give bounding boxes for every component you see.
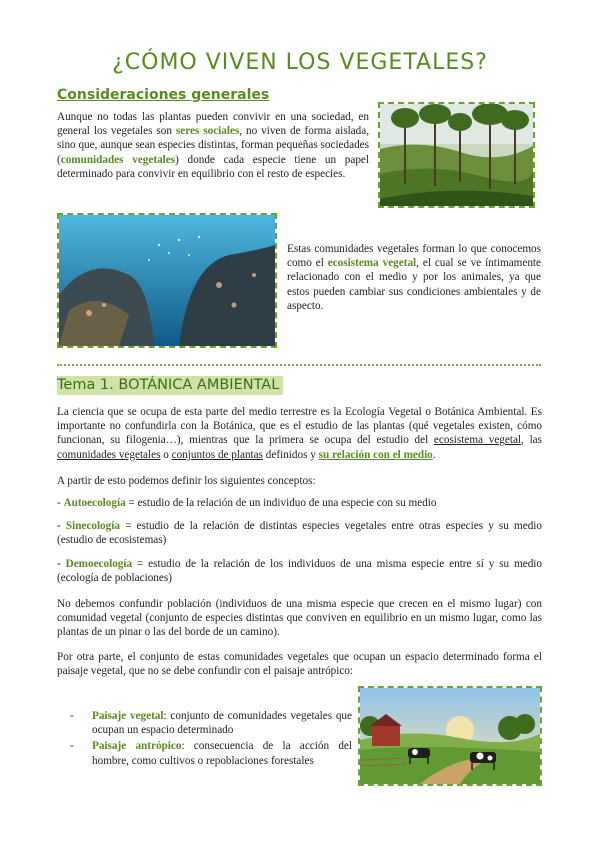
section-heading-consideraciones: Consideraciones generales <box>57 87 270 103</box>
concept-sinecologia <box>57 519 542 547</box>
text-run: ) donde cada especie tiene un papel determinado para convivir en equilibrio con el resto de especies. <box>57 153 369 180</box>
paragraph-intro <box>57 110 369 181</box>
page-title: ¿CÓMO VIVEN LOS VEGETALES? <box>112 50 488 75</box>
highlight-ecosistema-vegetal: ecosistema vegetal <box>327 257 417 270</box>
term-paisaje-vegetal: Paisaje vegetal <box>92 710 164 722</box>
term-paisaje-antropico: Paisaje antrópico <box>92 740 182 753</box>
paragraph-ecosistema <box>287 242 541 313</box>
term-sinecologia: Sinecología <box>65 520 120 532</box>
text-run: La ciencia que se ocupa de esta parte del medio terrestre es la Ecología Vegetal o Botánica Ambiental. Es importante no confundirla con la Botánica, que es el estudio de las plantas (qué vegetales existen, cómo funcionan, su filogenia…), mientras que la primera se ocupa del estudio del <box>57 406 542 447</box>
underline-conjuntos: conjuntos de plantas <box>171 448 263 461</box>
highlight-relacion-medio: su relación con el medio <box>318 448 433 461</box>
text-run: , no viven de forma aislada, sino que, aunque sean especies distintas, forman pequeñas sociedades ( <box>57 125 369 166</box>
highlight-comunidades-vegetales: comunidades vegetales <box>60 153 176 166</box>
paragraph-botanica <box>57 405 542 462</box>
text-run: Estas comunidades vegetales forman lo que conocemos como el <box>287 243 541 270</box>
list-item <box>70 739 352 767</box>
term-autoecologia: Autoecología <box>63 497 126 509</box>
dash: - <box>57 497 64 509</box>
paragraph-poblacion: No debemos confundir población (individuos de una misma especie que crecen en el mismo lugar) con comunidad vegetal (conjunto de especies distintas que conviven en equilibrio en un mismo lugar, como las plantas de un pinar o las del borde de un camino). <box>57 598 542 639</box>
dash: - <box>57 558 66 570</box>
definition: : consecuencia de la acción del hombre, como cultivos o repoblaciones forestales <box>92 740 352 767</box>
highlight-seres-sociales: seres sociales <box>175 125 240 138</box>
reef-image <box>57 213 277 348</box>
definition: = estudio de la relación de un individuo de una especie con su medio <box>125 497 437 509</box>
text-run: , las <box>521 434 543 447</box>
text-run: . <box>432 448 436 461</box>
dash: - <box>57 520 66 532</box>
definition: : conjunto de comunidades vegetales que ocupan un espacio determinado <box>92 710 352 737</box>
text-run: o <box>160 448 172 461</box>
bullet: - <box>70 710 74 722</box>
concept-demoecologia <box>57 557 542 585</box>
definition: = estudio de la relación de los individuos de una misma especie entre sí y su medio (ecología de poblaciones) <box>57 558 542 585</box>
dotted-divider <box>57 364 541 366</box>
reef-illustration <box>59 215 275 346</box>
forest-illustration <box>380 104 533 206</box>
paragraph-paisaje: Por otra parte, el conjunto de estas comunidades vegetales que ocupan un espacio determinado forma el paisaje vegetal, que no se debe confundir con el paisaje antrópico: <box>57 651 542 678</box>
forest-image <box>378 102 535 208</box>
paragraph-conceptos-intro: A partir de esto podemos definir los siguientes conceptos: <box>57 475 316 487</box>
paisaje-list <box>70 709 352 770</box>
farm-illustration <box>360 688 540 784</box>
list-item-text <box>92 709 352 737</box>
text-run: definidos y <box>263 448 319 461</box>
farm-image <box>358 686 542 786</box>
text-run: Aunque no todas las plantas pueden convivir en una sociedad, en general los vegetales son <box>57 111 369 138</box>
underline-ecosistema: ecosistema vegetal <box>433 434 522 447</box>
list-item-text <box>92 739 352 767</box>
term-demoecologia: Demoecología <box>65 558 133 570</box>
definition: = estudio de la relación de distintas especies vegetales entre otras especies y su medio (estudio de ecosistemas) <box>57 520 542 547</box>
underline-comunidades: comunidades vegetales <box>57 448 161 461</box>
text-run: , el cual se ve íntimamente relacionado con el medio y por los animales, ya que estos pueden cambiar sus condiciones ambientales y de aspecto. <box>287 257 541 312</box>
section-heading-tema1: Tema 1. BOTÁNICA AMBIENTAL <box>57 376 283 395</box>
list-item <box>70 709 352 737</box>
bullet: - <box>70 740 74 753</box>
concept-autoecologia <box>57 496 542 510</box>
